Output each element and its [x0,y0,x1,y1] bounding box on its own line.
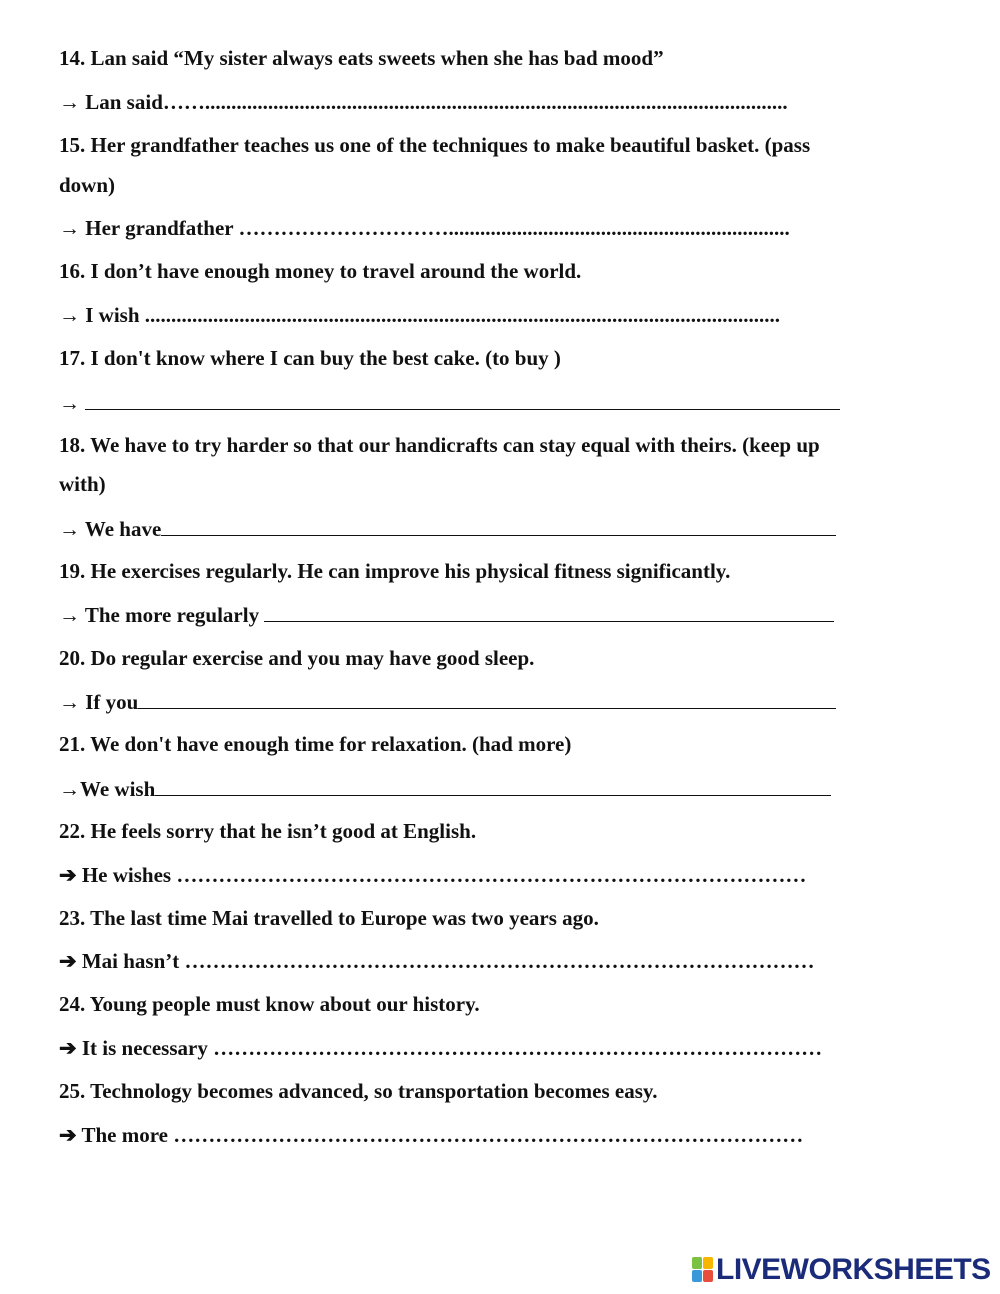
logo-square-3 [692,1270,702,1282]
question-15-answer-line[interactable] [59,215,790,241]
answer-lead: → [59,391,86,415]
question-16-prompt: 16. I don’t have enough money to travel around the world. [59,259,582,283]
answer-blank[interactable] [85,389,840,410]
answer-lead: → If you [59,690,139,714]
answer-lead: ➔ Mai hasn’t ……………………………………………………………………………… [59,949,815,973]
question-22-answer-line[interactable] [59,862,806,888]
question-17-answer-line[interactable] [59,389,840,416]
answer-blank[interactable] [138,688,836,709]
answer-lead: ➔ It is necessary …………………………………………………………………………… [59,1036,823,1060]
question-19-answer-line[interactable] [59,601,834,628]
question-14-prompt: 14. Lan said “My sister always eats sweets when she has bad mood” [59,46,664,70]
answer-blank[interactable] [161,515,836,536]
question-24-prompt: 24. Young people must know about our history. [59,992,480,1016]
answer-lead: → The more regularly [59,603,265,627]
logo-mark-icon [692,1257,714,1283]
question-21-answer-line[interactable] [59,775,831,802]
question-21-prompt: 21. We don't have enough time for relaxation. (had more) [59,732,572,756]
answer-lead: ➔ The more ……………………………………………………………………………… [59,1123,804,1147]
question-18-answer-line[interactable] [59,515,836,542]
answer-lead: →We wish [59,777,156,801]
question-24-answer-line[interactable] [59,1035,822,1061]
answer-lead: → We have [59,517,162,541]
answer-blank[interactable] [155,775,831,796]
question-20-answer-line[interactable] [59,688,836,715]
question-22-prompt: 22. He feels sorry that he isn’t good at English. [59,819,477,843]
question-15-prompt-line2: down) [59,173,116,197]
liveworksheets-logo [692,1253,990,1287]
question-20-prompt: 20. Do regular exercise and you may have good sleep. [59,646,535,670]
logo-text: LIVEWORKSHEETS [716,1253,991,1286]
logo-square-4 [703,1270,713,1282]
question-15-prompt-line1: 15. Her grandfather teaches us one of the techniques to make beautiful basket. (pass [59,133,811,157]
logo-square-2 [703,1257,713,1269]
question-16-answer-line[interactable] [59,302,780,328]
answer-lead: ➔ He wishes ……………………………………………………………………………… [59,863,807,887]
question-17-prompt: 17. I don't know where I can buy the best cake. (to buy ) [59,346,561,370]
question-14-answer-line[interactable] [59,89,788,115]
question-23-prompt: 23. The last time Mai travelled to Europe was two years ago. [59,906,599,930]
question-25-prompt: 25. Technology becomes advanced, so transportation becomes easy. [59,1079,658,1103]
question-25-answer-line[interactable] [59,1122,803,1148]
logo-square-1 [692,1257,702,1269]
answer-lead: → Her grandfather …………………………................................................................. [59,216,790,240]
question-18-prompt-line2: with) [59,472,106,496]
answer-blank[interactable] [264,601,834,622]
question-18-prompt-line1: 18. We have to try harder so that our handicrafts can stay equal with theirs. (keep up [59,433,820,457]
question-19-prompt: 19. He exercises regularly. He can improve his physical fitness significantly. [59,559,731,583]
answer-lead: → Lan said……............................................................................................................... [59,90,788,114]
answer-lead: → I wish ......................................................................................................................... [59,303,781,327]
question-23-answer-line[interactable] [59,948,815,974]
